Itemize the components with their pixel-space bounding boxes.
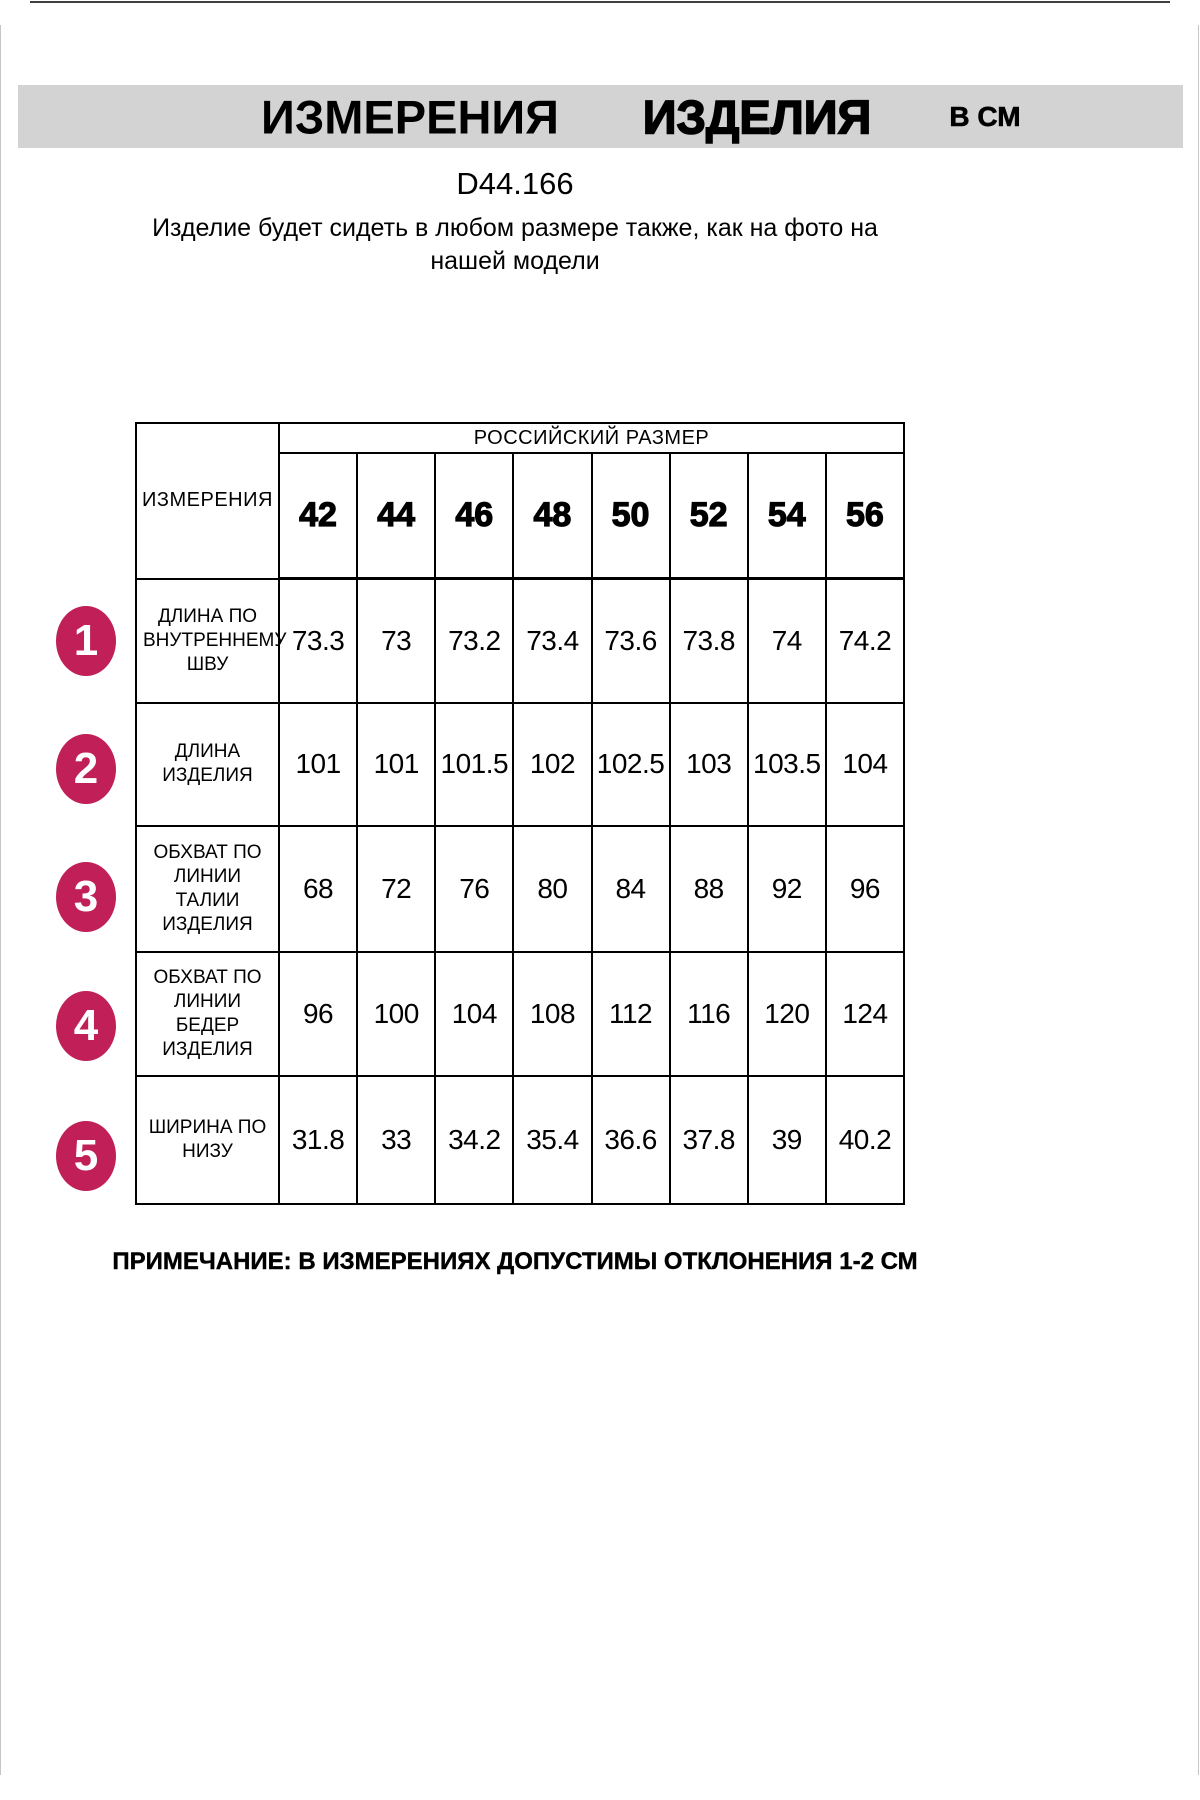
value-cell: 73.6: [592, 579, 670, 703]
value-cell: 92: [748, 826, 826, 952]
row-number-badge-1: [56, 606, 116, 676]
value-cell: 101: [357, 703, 435, 826]
value-cell: 88: [670, 826, 748, 952]
value-cell: 108: [513, 952, 591, 1076]
badge-number: 5: [73, 1131, 99, 1180]
title-word-izmereniya: ИЗМЕРЕНИЯ: [261, 90, 559, 143]
size-table-container: [135, 422, 905, 1205]
badge-number: 2: [73, 744, 99, 793]
row-number-badge-2: [56, 734, 116, 804]
measurements-header-cell: ИЗМЕРЕНИЯ: [136, 423, 279, 579]
value-cell: 73.4: [513, 579, 591, 703]
value-cell: 102: [513, 703, 591, 826]
value-cell: 73: [357, 579, 435, 703]
row-label: ДЛИНА ПО ВНУТРЕННЕМУ ШВУ: [136, 579, 279, 703]
value-cell: 96: [279, 952, 357, 1076]
title-bar: [18, 85, 1183, 148]
size-col-48: 48: [513, 453, 591, 579]
row-number-badge-5: [56, 1121, 116, 1191]
badge-number: 1: [73, 616, 99, 665]
value-cell: 36.6: [592, 1076, 670, 1204]
row-number-badge-4: [56, 991, 116, 1061]
row-label: ОБХВАТ ПО ЛИНИИ ТАЛИИ ИЗДЕЛИЯ: [136, 826, 279, 952]
table-row-waist-girth: [136, 826, 904, 952]
title-unit-cm: В СМ: [949, 100, 1021, 132]
subtitle-line-2: нашей модели: [430, 247, 600, 275]
value-cell: 34.2: [435, 1076, 513, 1204]
size-col-54: 54: [748, 453, 826, 579]
value-cell: 37.8: [670, 1076, 748, 1204]
value-cell: 120: [748, 952, 826, 1076]
value-cell: 35.4: [513, 1076, 591, 1204]
badge-number: 4: [73, 1001, 99, 1050]
value-cell: 102.5: [592, 703, 670, 826]
table-row-hip-girth: [136, 952, 904, 1076]
note-text: ПРИМЕЧАНИЕ: В ИЗМЕРЕНИЯХ ДОПУСТИМЫ ОТКЛОНЕНИЯ 1-2 СМ: [112, 1248, 918, 1275]
value-cell: 112: [592, 952, 670, 1076]
value-cell: 74.2: [826, 579, 904, 703]
table-row-bottom-width: [136, 1076, 904, 1204]
value-cell: 101.5: [435, 703, 513, 826]
value-cell: 73.2: [435, 579, 513, 703]
value-cell: 116: [670, 952, 748, 1076]
table-row-inner-seam-length: [136, 579, 904, 703]
value-cell: 40.2: [826, 1076, 904, 1204]
value-cell: 72: [357, 826, 435, 952]
value-cell: 103: [670, 703, 748, 826]
value-cell: 68: [279, 826, 357, 952]
value-cell: 101: [279, 703, 357, 826]
value-cell: 84: [592, 826, 670, 952]
page-edge-left-line: [0, 25, 1, 1775]
size-col-42: 42: [279, 453, 357, 579]
value-cell: 80: [513, 826, 591, 952]
russian-size-header-cell: РОССИЙСКИЙ РАЗМЕР: [279, 423, 904, 453]
size-col-52: 52: [670, 453, 748, 579]
value-cell: 33: [357, 1076, 435, 1204]
page-edge-top-line: [30, 1, 1170, 3]
value-cell: 96: [826, 826, 904, 952]
subtitle-line-1: Изделие будет сидеть в любом размере также, как на фото на: [152, 214, 878, 242]
value-cell: 104: [826, 703, 904, 826]
value-cell: 74: [748, 579, 826, 703]
row-label: ШИРИНА ПО НИЗУ: [136, 1076, 279, 1204]
value-cell: 76: [435, 826, 513, 952]
row-label: ОБХВАТ ПО ЛИНИИ БЕДЕР ИЗДЕЛИЯ: [136, 952, 279, 1076]
group-header-row: [136, 423, 904, 453]
size-col-44: 44: [357, 453, 435, 579]
size-col-50: 50: [592, 453, 670, 579]
row-label: ДЛИНА ИЗДЕЛИЯ: [136, 703, 279, 826]
subtitle: [100, 212, 930, 278]
value-cell: 73.8: [670, 579, 748, 703]
row-number-badge-3: [56, 862, 116, 932]
value-cell: 39: [748, 1076, 826, 1204]
value-cell: 73.3: [279, 579, 357, 703]
value-cell: 124: [826, 952, 904, 1076]
value-cell: 31.8: [279, 1076, 357, 1204]
table-row-item-length: [136, 703, 904, 826]
title-word-izdeliya: ИЗДЕЛИЯ: [642, 90, 872, 143]
size-table: [135, 422, 905, 1205]
value-cell: 104: [435, 952, 513, 1076]
size-col-46: 46: [435, 453, 513, 579]
value-cell: 103.5: [748, 703, 826, 826]
product-code: D44.166: [456, 166, 574, 201]
value-cell: 100: [357, 952, 435, 1076]
badge-number: 3: [73, 872, 99, 921]
page-edge-right-line: [1198, 25, 1199, 1775]
size-col-56: 56: [826, 453, 904, 579]
